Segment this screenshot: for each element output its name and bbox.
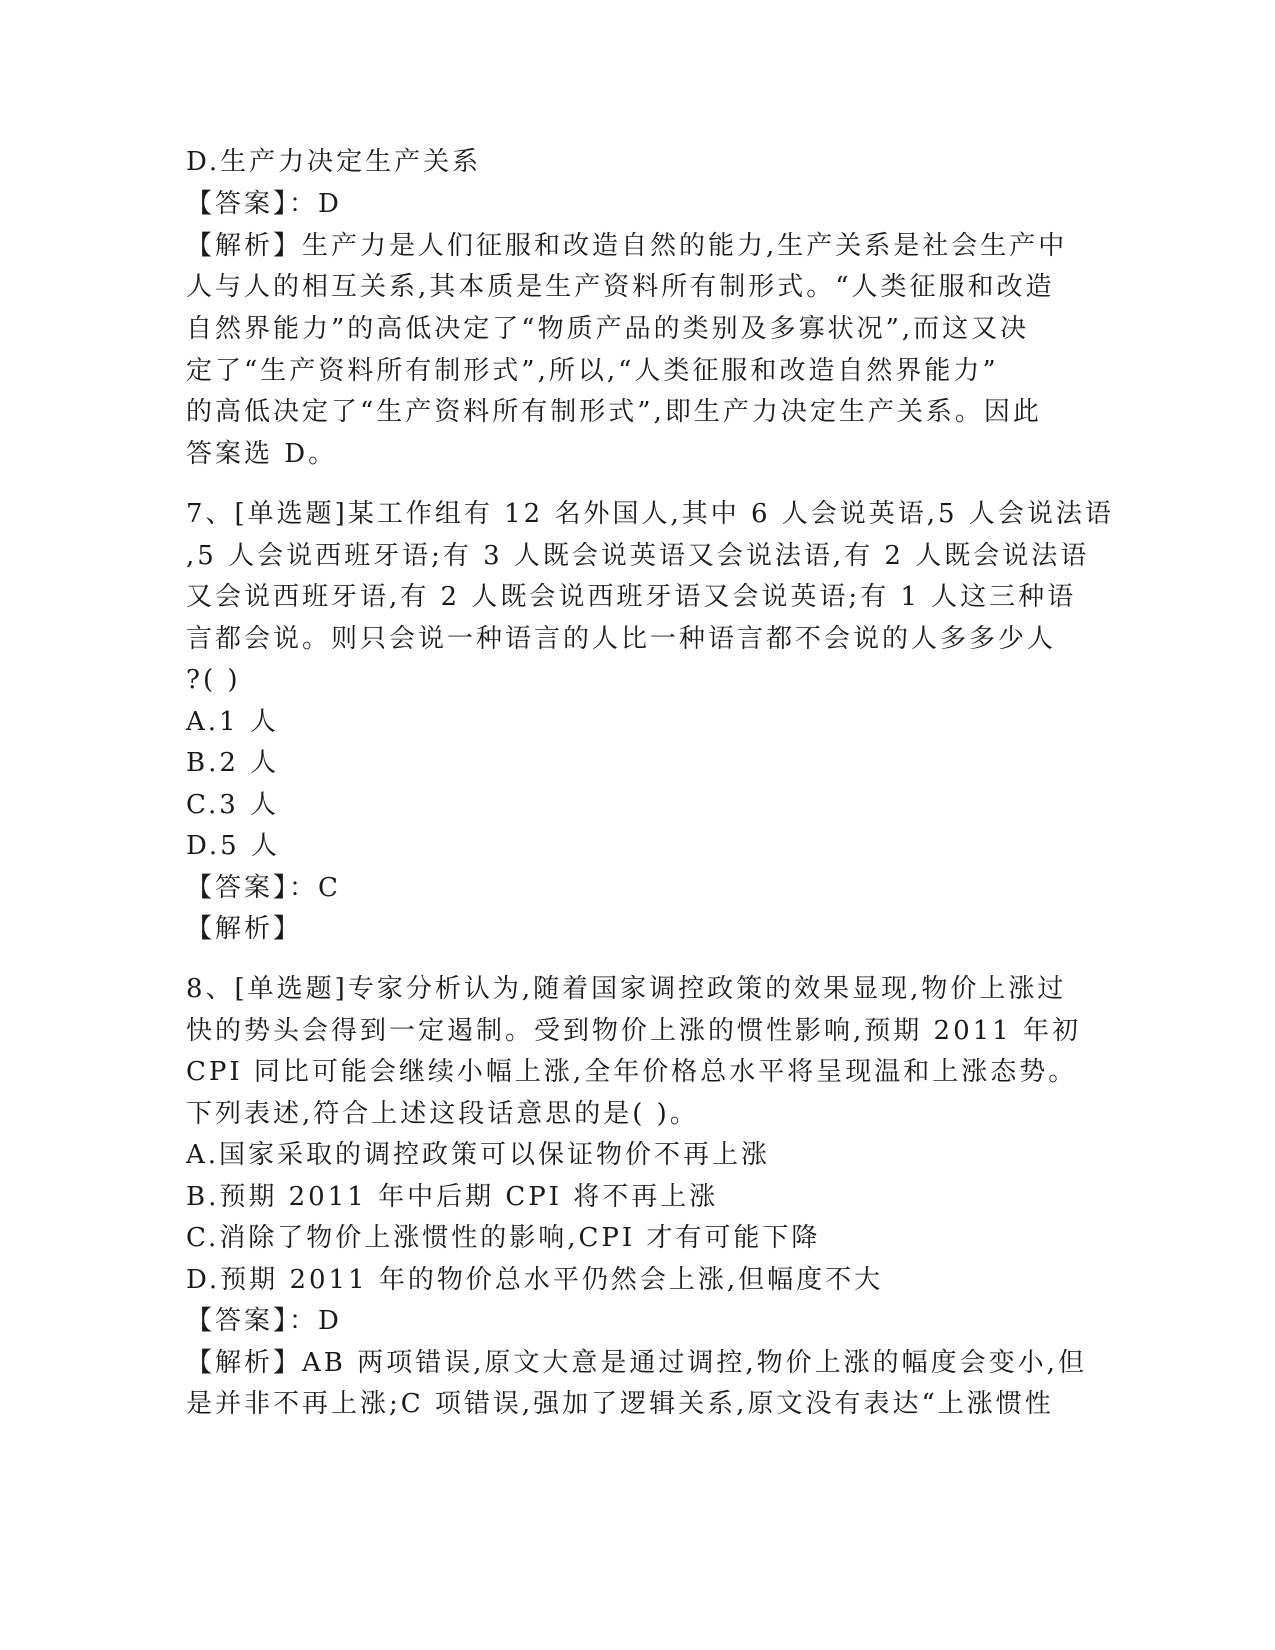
q8-option-d: D.预期 2011 年的物价总水平仍然会上涨,但幅度不大 <box>186 1265 884 1295</box>
q6-analysis-line: 答案选 D。 <box>186 439 338 469</box>
q8-stem-line: CPI 同比可能会继续小幅上涨,全年价格总水平将呈现温和上涨态势。 <box>186 1057 1078 1087</box>
q8-analysis-line: 是并非不再上涨;C 项错误,强加了逻辑关系,原文没有表达“上涨惯性 <box>186 1389 1054 1419</box>
q7-stem-line: 7、[单选题]某工作组有 12 名外国人,其中 6 人会说英语,5 人会说法语 <box>186 499 1114 529</box>
q8-option-b: B.预期 2011 年中后期 CPI 将不再上涨 <box>186 1182 719 1212</box>
q8-stem-line: 快的势头会得到一定遏制。受到物价上涨的惯性影响,预期 2011 年初 <box>186 1016 1081 1046</box>
q8-option-c: C.消除了物价上涨惯性的影响,CPI 才有可能下降 <box>186 1223 821 1253</box>
q6-analysis-line: 人与人的相互关系,其本质是生产资料所有制形式。“人类征服和改造 <box>186 272 1055 302</box>
q6-analysis-line: 【解析】生产力是人们征服和改造自然的能力,生产关系是社会生产中 <box>186 231 1068 261</box>
q7-option-c: C.3 人 <box>186 790 280 820</box>
q7-analysis: 【解析】 <box>186 914 303 944</box>
q7-stem-line: 又会说西班牙语,有 2 人既会说西班牙语又会说英语;有 1 人这三种语 <box>186 582 1077 612</box>
q6-answer: 【答案】：D <box>186 189 342 219</box>
q7-option-a: A.1 人 <box>186 707 279 737</box>
q6-analysis-line: 自然界能力”的高低决定了“物质产品的类别及多寡状况”,而这又决 <box>186 314 1030 344</box>
q6-analysis-line: 定了“生产资料所有制形式”,所以,“人类征服和改造自然界能力” <box>186 356 999 386</box>
q8-option-a: A.国家采取的调控政策可以保证物价不再上涨 <box>186 1140 771 1170</box>
q8-stem-line: 8、[单选题]专家分析认为,随着国家调控政策的效果显现,物价上涨过 <box>186 974 1067 1004</box>
q7-stem-line: 言都会说。则只会说一种语言的人比一种语言都不会说的人多多少人 <box>186 624 1057 654</box>
q7-option-b: B.2 人 <box>186 748 280 778</box>
q8-answer: 【答案】：D <box>186 1306 342 1336</box>
q8-analysis-line: 【解析】AB 两项错误,原文大意是通过调控,物价上涨的幅度会变小,但 <box>186 1348 1087 1378</box>
q6-analysis-line: 的高低决定了“生产资料所有制形式”,即生产力决定生产关系。因此 <box>186 397 1042 427</box>
q7-stem-line: ?( ) <box>186 665 241 695</box>
q7-option-d: D.5 人 <box>186 831 280 861</box>
q7-answer: 【答案】：C <box>186 873 341 903</box>
q8-stem-line: 下列表述,符合上述这段话意思的是( )。 <box>186 1099 699 1129</box>
q6-option-d: D.生产力决定生产关系 <box>186 147 482 177</box>
q7-stem-line: ,5 人会说西班牙语;有 3 人既会说英语又会说法语,有 2 人既会说法语 <box>186 541 1090 571</box>
